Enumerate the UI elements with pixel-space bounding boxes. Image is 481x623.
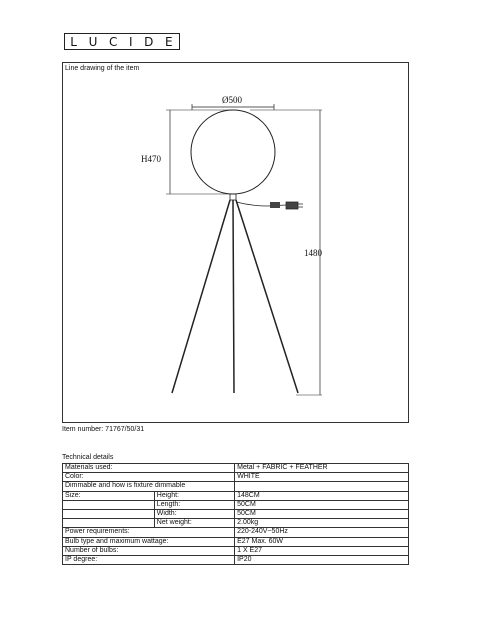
table-row [63, 500, 409, 509]
logo-letter: I [129, 34, 134, 49]
spec-label: Materials used: [63, 464, 235, 473]
spec-label [63, 500, 155, 509]
spec-label: Color: [63, 473, 235, 482]
table-row [63, 555, 409, 564]
spec-value: 2.00kg [235, 519, 409, 528]
power-plug [286, 202, 303, 209]
tripod-leg-center [233, 200, 234, 393]
line-drawing-title: Line drawing of the item [65, 65, 140, 72]
spec-sublabel: Length: [154, 500, 234, 509]
spec-value: 1 X E27 [235, 546, 409, 555]
diameter-label: Ø500 [222, 95, 242, 105]
table-row [63, 528, 409, 537]
spec-label [63, 519, 155, 528]
spec-label: Number of bulbs: [63, 546, 235, 555]
total-height-label: 1480 [304, 248, 322, 258]
spec-value: WHITE [235, 473, 409, 482]
shade-height-label: H470 [141, 154, 161, 164]
lamp-head [230, 194, 236, 200]
table-row [63, 464, 409, 473]
table-row [63, 519, 409, 528]
spec-value: E27 Max. 60W [235, 537, 409, 546]
spec-label: Power requirements: [63, 528, 235, 537]
table-row [63, 491, 409, 500]
spec-value: 148CM [235, 491, 409, 500]
table-row [63, 473, 409, 482]
spec-value [235, 482, 409, 491]
spec-value: 220-240V~50Hz [235, 528, 409, 537]
table-row [63, 509, 409, 518]
spec-value: 50CM [235, 509, 409, 518]
spec-sublabel: Width: [154, 509, 234, 518]
cable-switch [270, 202, 280, 208]
table-row [63, 537, 409, 546]
table-row [63, 482, 409, 491]
spec-label: Dimmable and how is fixture dimmable [63, 482, 235, 491]
logo-letter: C [109, 34, 119, 49]
logo-letter: E [165, 34, 174, 49]
spec-label: IP degree: [63, 555, 235, 564]
lamp-shade [191, 110, 275, 194]
spec-value: IP20 [235, 555, 409, 564]
logo-letter: D [144, 34, 155, 49]
spec-sublabel: Net weight: [154, 519, 234, 528]
spec-sublabel: Height: [154, 491, 234, 500]
spec-label: Bulb type and maximum wattage: [63, 537, 235, 546]
logo-letter: U [88, 34, 99, 49]
technical-details-title: Technical details [62, 454, 114, 461]
spec-value: Metal + FABRIC + FEATHER [235, 464, 409, 473]
logo-letter: L [70, 34, 78, 49]
spec-value: 50CM [235, 500, 409, 509]
tripod-leg-left [172, 200, 230, 393]
table-row [63, 546, 409, 555]
spec-label [63, 509, 155, 518]
technical-details-table [62, 463, 409, 565]
spec-label: Size: [63, 491, 155, 500]
item-number: Item number: 71767/50/31 [62, 426, 145, 433]
tripod-leg-right [236, 200, 298, 393]
